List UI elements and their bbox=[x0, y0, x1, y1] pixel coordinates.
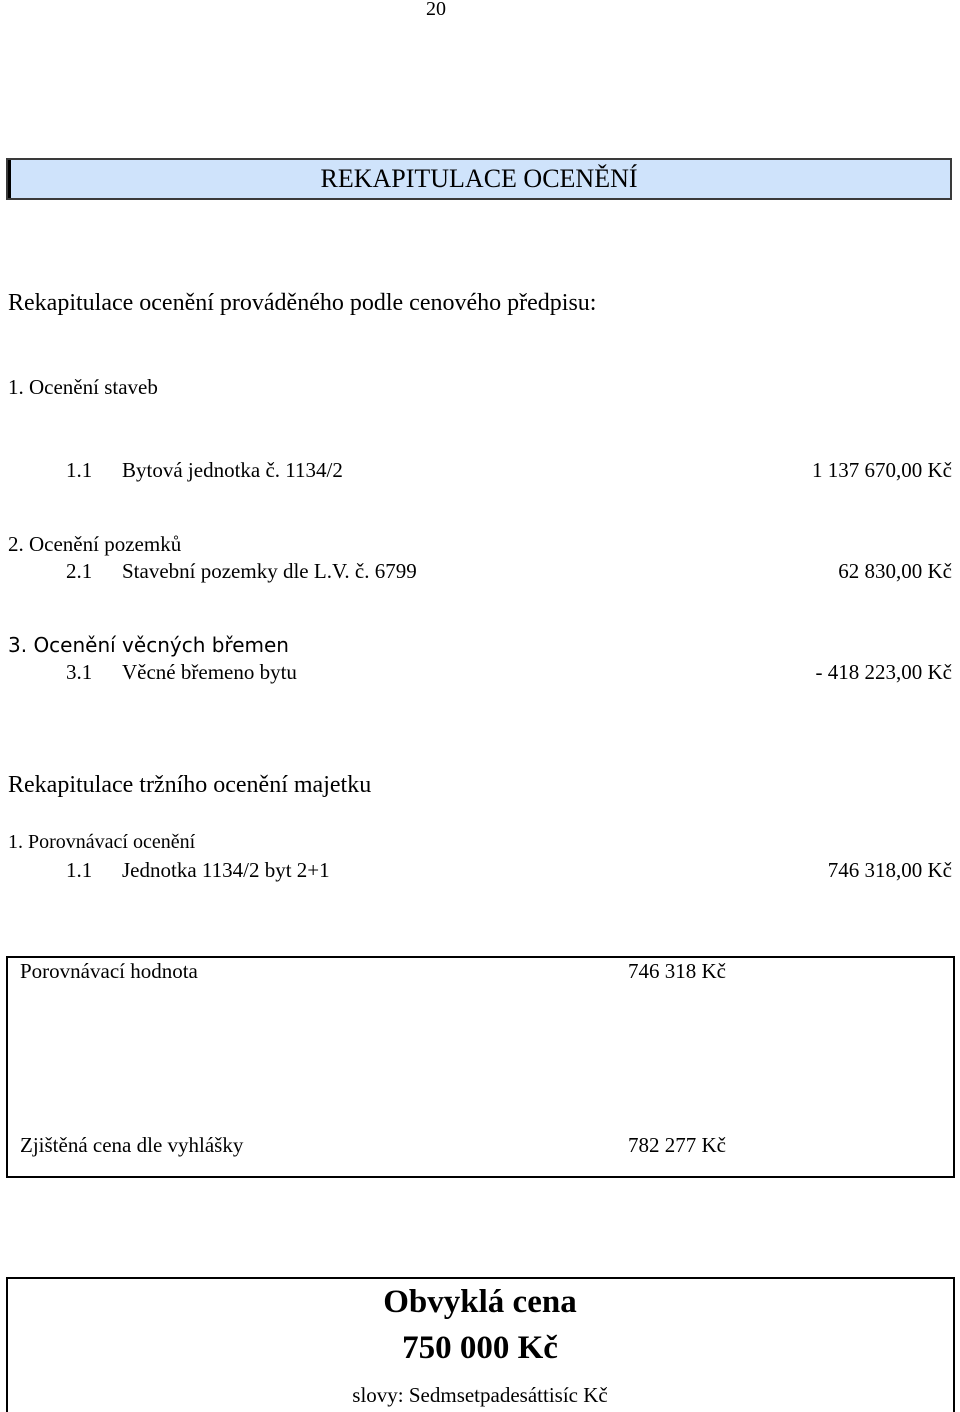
easements-item-num: 3.1 bbox=[66, 660, 93, 684]
land-item-value: 62 830,00 Kč bbox=[838, 559, 952, 583]
buildings-item-value: 1 137 670,00 Kč bbox=[812, 458, 952, 482]
decree-price-label: Zjištěná cena dle vyhlášky bbox=[20, 1133, 244, 1157]
easements-item-value: - 418 223,00 Kč bbox=[815, 660, 952, 684]
easements-heading: 3. Ocenění věcných břemen bbox=[8, 633, 289, 657]
buildings-item-label: Bytová jednotka č. 1134/2 bbox=[122, 458, 343, 482]
comparative-value-label: Porovnávací hodnota bbox=[20, 959, 198, 983]
comparative-heading: 1. Porovnávací ocenění bbox=[8, 831, 196, 853]
land-item-num: 2.1 bbox=[66, 559, 93, 583]
title-banner bbox=[6, 158, 952, 200]
land-item-label: Stavební pozemky dle L.V. č. 6799 bbox=[122, 559, 417, 583]
page-title: REKAPITULACE OCENĚNÍ bbox=[320, 164, 638, 193]
easements-item-label: Věcné břemeno bytu bbox=[122, 660, 297, 684]
final-price-label: Obvyklá cena bbox=[383, 1284, 577, 1320]
final-price-value: 750 000 Kč bbox=[402, 1330, 558, 1366]
decree-price-value: 782 277 Kč bbox=[628, 1133, 726, 1157]
land-heading: 2. Ocenění pozemků bbox=[8, 532, 182, 556]
comparative-value: 746 318 Kč bbox=[628, 959, 726, 983]
buildings-item-num: 1.1 bbox=[66, 458, 93, 482]
comparative-item-value: 746 318,00 Kč bbox=[827, 858, 952, 882]
comparative-item-label: Jednotka 1134/2 byt 2+1 bbox=[122, 858, 330, 882]
comparative-item-num: 1.1 bbox=[66, 858, 93, 882]
buildings-heading: 1. Ocenění staveb bbox=[8, 375, 158, 399]
section-heading: Rekapitulace ocenění prováděného podle cenového předpisu: bbox=[8, 290, 597, 316]
final-price-words: slovy: Sedmsetpadesáttisíc Kč bbox=[352, 1383, 608, 1407]
market-heading: Rekapitulace tržního ocenění majetku bbox=[8, 772, 372, 798]
page-number: 20 bbox=[426, 0, 446, 20]
